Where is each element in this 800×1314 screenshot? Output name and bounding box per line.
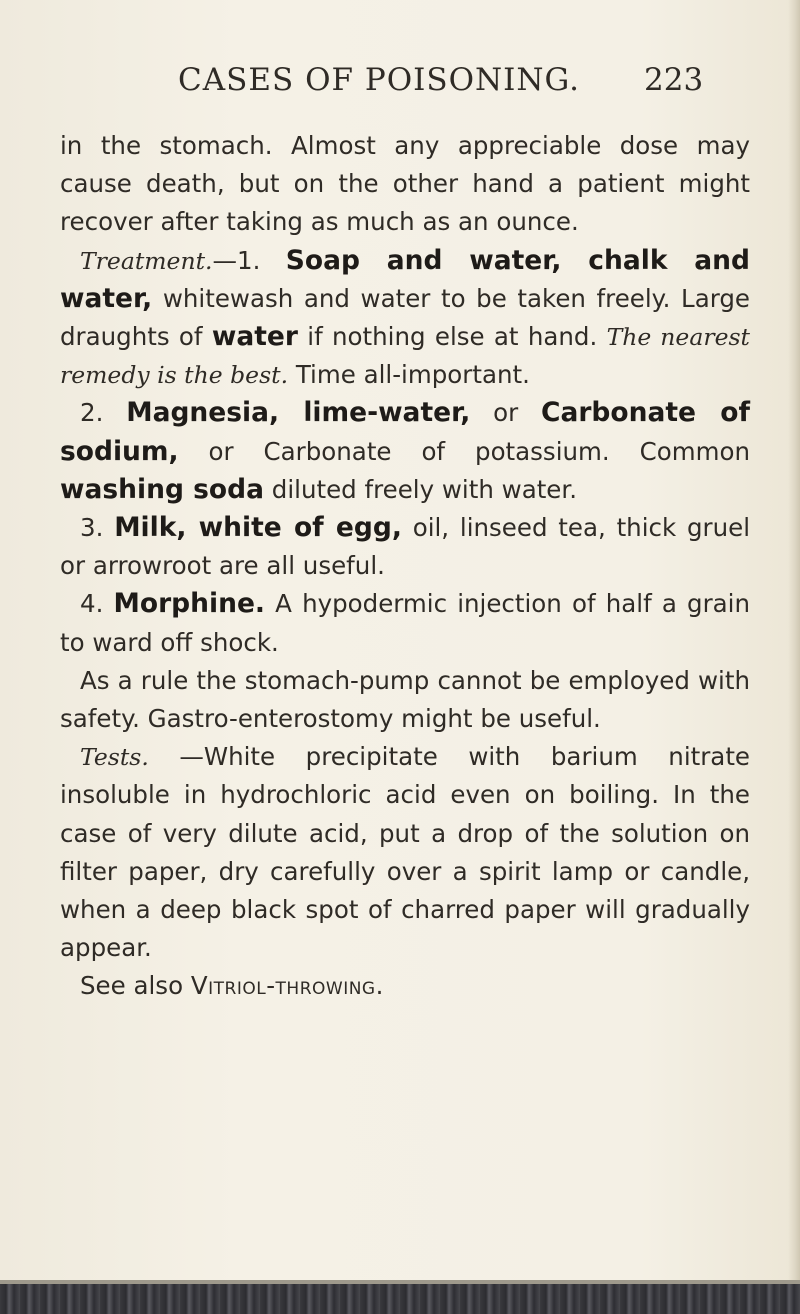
paragraph-text: A hypodermic injection of half a grain to ward off shock. <box>60 589 750 657</box>
item-number: 4. <box>80 589 114 619</box>
paragraph-item-4 <box>60 585 750 661</box>
book-cover-strip <box>0 1284 800 1314</box>
paragraph-item-3 <box>60 509 750 585</box>
paragraph-text: oil, linseed tea, thick gruel or arrowroot are all useful. <box>60 513 750 581</box>
paragraph-tests <box>60 738 750 967</box>
bold-remedy: Carbonate of sodium, <box>60 397 750 467</box>
paragraph-text: whitewash and water to be taken freely. Large draughts of <box>60 283 750 352</box>
paragraph-text: diluted freely with water. <box>263 474 577 504</box>
paragraph-text: or Carbonate of potassium. Common <box>178 436 750 466</box>
item-number: 2. <box>80 398 127 428</box>
page-edge-shadow <box>788 0 800 1314</box>
paragraph-see-also <box>60 967 750 1005</box>
tests-heading: Tests. <box>80 743 149 772</box>
running-head: CASES OF POISONING. <box>178 62 581 98</box>
paragraph-continuation: in the stomach. Almost any appreciable dose may cause death, but on the other hand a patient might recover after taking as much as an ounce. <box>60 131 750 237</box>
bold-remedy: Magnesia, lime-water, <box>126 397 471 429</box>
italic-emphasis: The nearest remedy is the best. <box>60 323 750 390</box>
paragraph-text: Time all-important. <box>288 360 530 390</box>
bold-remedy: washing soda <box>60 473 264 505</box>
bold-remedy: water <box>211 321 298 353</box>
bold-remedy: Soap and water, chalk and water, <box>60 244 750 314</box>
paragraph-text: if nothing else at hand. <box>297 322 607 352</box>
page-header <box>0 62 800 112</box>
item-number: —1. <box>212 245 261 275</box>
body-text <box>60 127 750 1006</box>
item-number: 3. <box>80 513 115 543</box>
paragraph-text: —White precipitate with barium nitrate insoluble in hydrochloric acid even on boiling. In the case of very dilute acid, put a drop of the solution on filter paper, dry carefully over a spirit lamp or candle, when a deep black spot of charred paper will gradually appear. <box>60 742 750 963</box>
bold-remedy: Morphine. <box>113 588 266 620</box>
treatment-heading: Treatment. <box>80 246 213 275</box>
paragraph-stomach-pump: As a rule the stomach-pump cannot be employed with safety. Gastro-enterostomy might be useful. <box>60 665 750 734</box>
page-number: 223 <box>644 62 704 98</box>
paragraph-item-2 <box>60 394 750 509</box>
paragraph-text: or <box>470 398 542 428</box>
cross-reference: Vitriol-throwing. <box>190 971 384 1001</box>
bold-remedy: Milk, white of egg, <box>114 512 402 544</box>
paragraph-text: See also <box>80 971 191 1001</box>
paragraph-treatment <box>60 242 750 395</box>
